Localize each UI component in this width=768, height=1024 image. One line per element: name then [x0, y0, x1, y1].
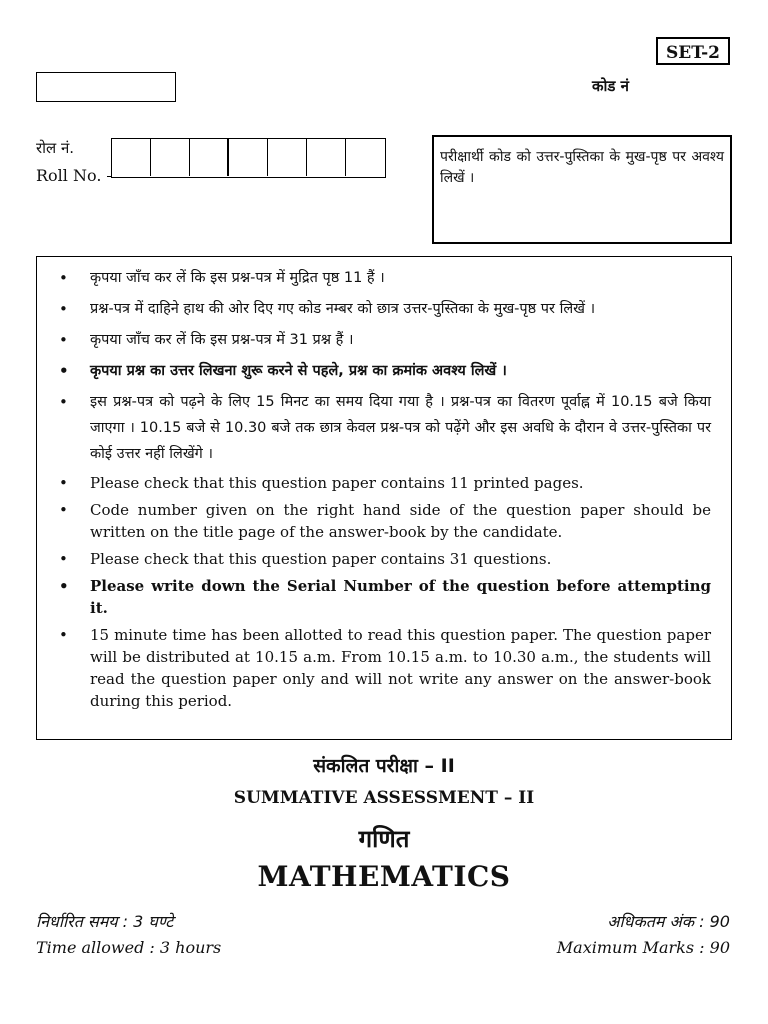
instruction-text: Please check that this question paper contains 11 printed pages.	[90, 474, 584, 492]
code-label: कोड नं	[592, 77, 629, 95]
roll-cell	[112, 139, 151, 176]
roll-cell	[190, 139, 229, 176]
roll-cell	[268, 139, 307, 176]
bullet-icon: •	[59, 501, 68, 519]
roll-cell	[151, 139, 190, 176]
instructions-list	[53, 265, 711, 712]
instructions-box	[36, 256, 732, 740]
instruction-text: 15 minute time has been allotted to read this question paper. The question paper will be distributed at 10.15 a.m. From 10.15 a.m. to 10.30 a.m., the students will read the question paper only and will not write any answer on the answer-book during this period.	[90, 626, 711, 710]
roll-label-english: Roll No.	[36, 166, 102, 185]
time-allowed-hindi: निर्धारित समय : 3 घण्टे	[36, 912, 174, 931]
instruction-text: Please write down the Serial Number of the question before attempting it.	[90, 577, 711, 617]
roll-number-grid	[111, 138, 386, 178]
code-number-box	[36, 72, 176, 102]
instruction-text: Code number given on the right hand side of the question paper should be written on the title page of the answer-book by the candidate.	[90, 501, 711, 541]
time-allowed-english: Time allowed : 3 hours	[36, 938, 222, 957]
exam-title-english: SUMMATIVE ASSESSMENT – II	[233, 788, 535, 808]
bullet-icon: •	[59, 393, 68, 411]
instruction-item	[53, 327, 711, 353]
bullet-icon: •	[59, 300, 68, 318]
exam-title-hindi: संकलित परीक्षा – II	[313, 755, 455, 777]
roll-cell	[307, 139, 346, 176]
instruction-item	[53, 575, 711, 619]
instruction-text: Please check that this question paper contains 31 questions.	[90, 550, 552, 568]
instruction-text: कृपया जाँच कर लें कि इस प्रश्न-पत्र में 31 प्रश्न हैं ।	[90, 332, 354, 348]
instruction-item	[53, 358, 711, 384]
set-badge: SET-2	[656, 37, 730, 65]
roll-cell	[346, 139, 385, 176]
bullet-icon: •	[59, 362, 69, 380]
candidate-note-box	[432, 135, 732, 244]
bullet-icon: •	[59, 626, 68, 644]
roll-cell	[229, 139, 268, 176]
maximum-marks-english: Maximum Marks : 90	[556, 938, 730, 957]
instruction-item	[53, 499, 711, 543]
bullet-icon: •	[59, 269, 68, 287]
subject-hindi: गणित	[358, 825, 410, 853]
bullet-icon: •	[59, 550, 68, 568]
candidate-note-text: परीक्षार्थी कोड को उत्तर-पुस्तिका के मुख-पृष्ठ पर अवश्य लिखें ।	[440, 149, 724, 186]
bullet-icon: •	[59, 474, 68, 492]
instruction-text: कृपया जाँच कर लें कि इस प्रश्न-पत्र में मुद्रित पृष्ठ 11 हैं ।	[90, 270, 385, 286]
instruction-text: प्रश्न-पत्र में दाहिने हाथ की ओर दिए गए कोड नम्बर को छात्र उत्तर-पुस्तिका के मुख-पृष्ठ पर लिखें ।	[90, 301, 596, 317]
instruction-item	[53, 624, 711, 712]
instruction-item	[53, 265, 711, 291]
bullet-icon: •	[59, 331, 68, 349]
subject-english: MATHEMATICS	[257, 860, 511, 893]
instruction-item	[53, 548, 711, 570]
maximum-marks-hindi: अधिकतम अंक : 90	[607, 912, 730, 931]
instruction-item	[53, 389, 711, 467]
instruction-text: कृपया प्रश्न का उत्तर लिखना शुरू करने से पहले, प्रश्न का क्रमांक अवश्य लिखें ।	[90, 363, 507, 379]
instruction-item	[53, 296, 711, 322]
instruction-text: इस प्रश्न-पत्र को पढ़ने के लिए 15 मिनट का समय दिया गया है । प्रश्न-पत्र का वितरण पूर्वाह्न में 10.15 बजे किया जाएगा । 10.15 बजे से 10.30 बजे तक छात्र केवल प्रश्न-पत्र को पढ़ेंगे और इस अवधि के दौरान वे उत्तर-पुस्तिका पर कोई उत्तर नहीं लिखेंगे ।	[90, 394, 711, 462]
roll-label-hindi: रोल नं.	[36, 139, 75, 157]
bullet-icon: •	[59, 577, 69, 595]
instruction-item	[53, 472, 711, 494]
